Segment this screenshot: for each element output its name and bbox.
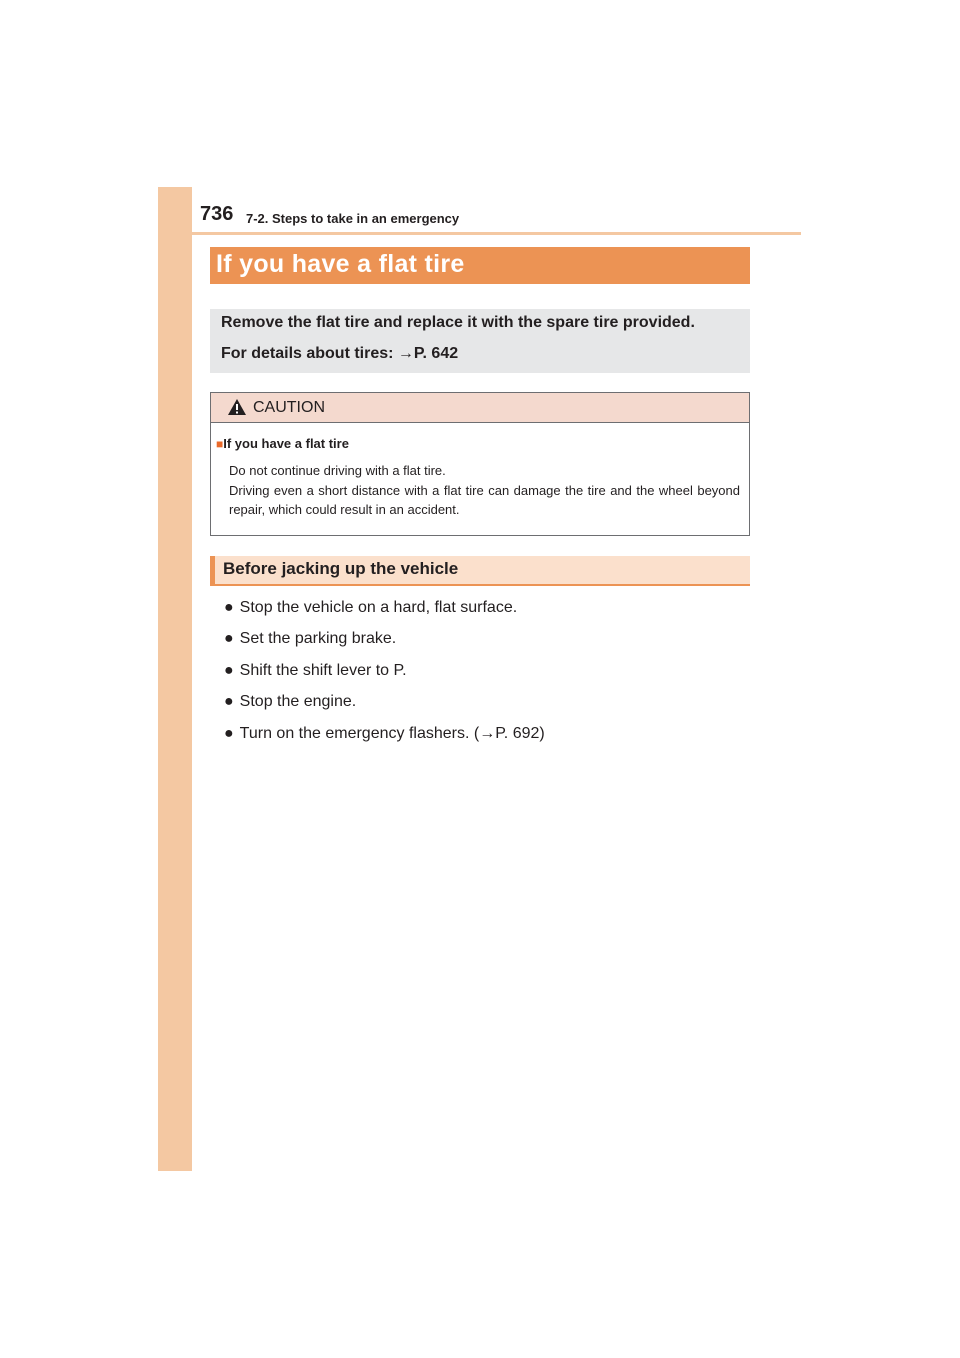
- intro-line-2: For details about tires: →P. 642: [221, 345, 459, 362]
- caution-subheading: [216, 436, 349, 451]
- list-item: [224, 592, 545, 624]
- list-item-text: Set the parking brake.: [239, 630, 397, 648]
- page-title: If you have a flat tire: [216, 250, 465, 278]
- title-bar: [210, 247, 750, 284]
- list-item: [224, 687, 545, 719]
- bullet-icon: ●: [224, 693, 234, 711]
- caution-line-2: Driving even a short distance with a flat tire can damage the tire and the wheel beyond repair, which could result in an accident.: [229, 482, 740, 517]
- bullet-icon: ●: [224, 724, 234, 742]
- square-bullet-icon: ■: [216, 437, 224, 451]
- bullet-icon: ●: [224, 598, 234, 616]
- list-item: [224, 718, 545, 750]
- list-item-text: Shift the shift lever to P.: [239, 661, 407, 679]
- header-rule: [158, 232, 801, 235]
- intro-line-1: Remove the flat tire and replace it with the spare tire provided.: [221, 314, 695, 331]
- list-item-text: Stop the vehicle on a hard, flat surface.: [239, 598, 518, 616]
- chapter-title: 7-2. Steps to take in an emergency: [246, 211, 460, 226]
- section-marker: [210, 556, 215, 586]
- caution-box: [210, 392, 750, 536]
- intro-box: [210, 309, 750, 373]
- caution-subheading-text: If you have a flat tire: [223, 436, 349, 451]
- bullet-icon: ●: [224, 661, 234, 679]
- list-item: [224, 655, 545, 687]
- list-item-text: Stop the engine.: [239, 693, 357, 711]
- caution-label: CAUTION: [253, 399, 325, 416]
- caution-header: [211, 393, 749, 423]
- list-item: [224, 624, 545, 656]
- section-header: [210, 556, 750, 586]
- side-margin-strip: [158, 187, 192, 1171]
- caution-body: [229, 461, 740, 520]
- section-title: Before jacking up the vehicle: [223, 559, 459, 578]
- page-number: 736: [200, 203, 234, 225]
- list-item-text: Turn on the emergency flashers. (→P. 692): [239, 724, 545, 742]
- caution-line-1: Do not continue driving with a flat tire.: [229, 463, 446, 478]
- bullet-icon: ●: [224, 630, 234, 648]
- bullet-list: [224, 592, 545, 750]
- warning-triangle-icon: [227, 398, 247, 416]
